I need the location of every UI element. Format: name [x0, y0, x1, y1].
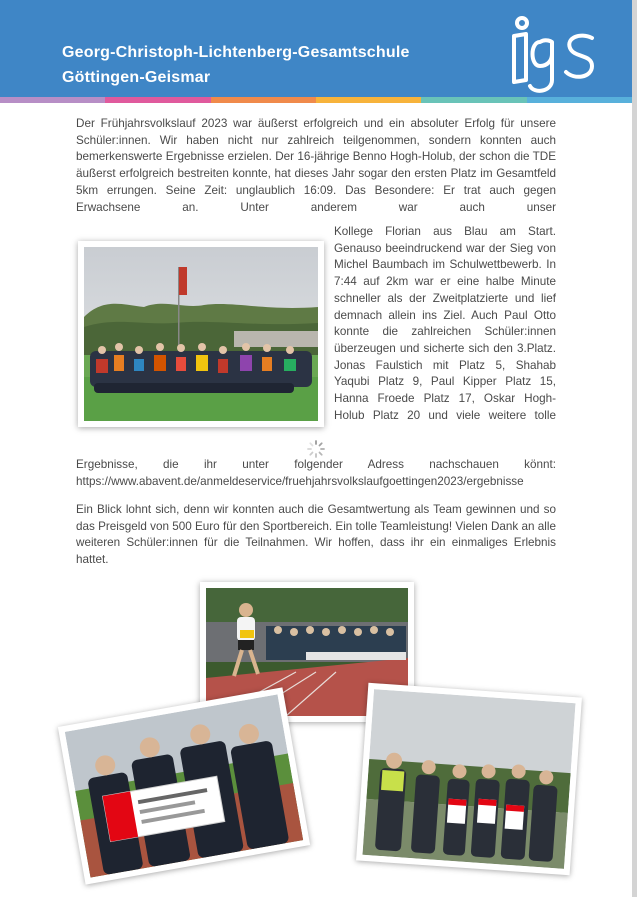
article-paragraph-2: Ein Blick lohnt sich, denn wir konnten auch die Gesamtwertung als Team gewinnen und so das Preisgeld von 500 Euro für den Sportbereich. Ein tolle Teamleistung! Vielen Dank an alle weiteren Schüler:innen für die Teilnahmen. Wir hoffen, dass ihr ein einmaliges Erlebnis hattet. — [76, 503, 556, 567]
group-photo — [78, 241, 324, 427]
article-paragraph-1-top: Der Frühjahrsvolkslauf 2023 war äußerst erfolgreich und ein absoluter Erfolg für unsere Schüler:innen. Wir haben nicht nur zahlreich teilgenommen, sondern konnten auch bemerkenswerte Ergebnisse erzielen. Der 16-jährige Benno Hogh-Holub, der schon die TDE äußerst erfolgreich bestreiten konnte, hat dieses Jahr sogar den ersten Platz im Gesamtfeld 5km errungen. Seine Zeit: unglaublich 16:09. Das Besondere: Er trat auch gegen Erwachsene an. Unter anderem war auch unser — [76, 117, 556, 214]
stripe-segment — [421, 97, 526, 103]
award-ceremony-photo — [356, 683, 582, 875]
loading-spinner-icon — [306, 439, 326, 459]
stripe-segment — [316, 97, 421, 103]
school-name-line2: Göttingen-Geismar — [62, 69, 211, 86]
igs-logo — [500, 14, 610, 98]
school-name — [62, 40, 410, 90]
school-name-line1: Georg-Christoph-Lichtenberg-Gesamtschule — [62, 44, 410, 61]
article-paragraph-1-bottom: Ergebnisse, die ihr unter folgender Adress nachschauen könnt: https://www.abavent.de/anmeldeservice/fruehjahrsvolkslaufgoettingen2023/ergebnisse — [76, 458, 556, 488]
stripe-segment — [105, 97, 210, 103]
stripe-segment — [211, 97, 316, 103]
page-edge — [632, 0, 637, 897]
stripe-segment — [527, 97, 632, 103]
header-banner — [0, 0, 632, 97]
article-paragraph-1-side: Kollege Florian aus Blau am Start. Genauso beeindruckend war der Sieg von Michel Baumbach im Schulwettbewerb. In 7:44 auf 2km war er eine halbe Minute schneller als der Zweitplatzierte und lief demnach allein ins Ziel. Auch Paul Otto konnte die zahlreichen Schüler:innen überzeugen und sicherte sich den 3.Platz. Jonas Faulstich mit Platz 5, Shahab Yaqubi Platz 9, Paul Kipper Platz 15, Hanna Froede Platz 17, Oskar Hogh-Holub Platz 20 und viele weitere tolle — [334, 225, 556, 422]
check-handover-photo — [58, 687, 310, 884]
color-stripe — [0, 97, 632, 103]
stripe-segment — [0, 97, 105, 103]
